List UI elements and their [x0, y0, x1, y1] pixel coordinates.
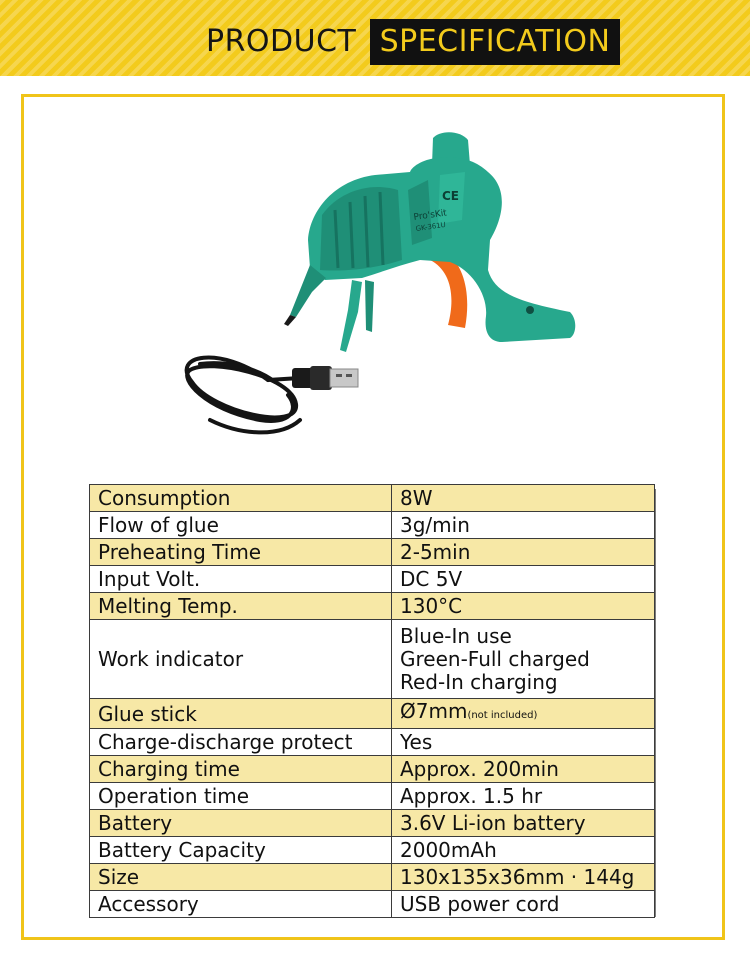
spec-row-accessory: [90, 891, 655, 918]
spec-row-input-volt: [90, 566, 655, 593]
header-title-specification: SPECIFICATION: [370, 19, 620, 65]
spec-value: 3g/min: [392, 512, 655, 539]
spec-value: 2000mAh: [392, 837, 655, 864]
spec-value: 3.6V Li-ion battery: [392, 810, 655, 837]
spec-label: Work indicator: [90, 620, 392, 699]
spec-row-glue-stick: [90, 699, 655, 729]
spec-label: Operation time: [90, 783, 392, 810]
spec-value: Yes: [392, 729, 655, 756]
spec-row-preheating-time: [90, 539, 655, 566]
spec-row-work-indicator: [90, 620, 655, 699]
glue-stick-size: Ø7mm: [400, 699, 468, 723]
indicator-line: Green-Full charged: [400, 646, 590, 671]
spec-label: Glue stick: [90, 699, 392, 729]
usb-cord-image: [187, 358, 358, 433]
spec-label: Charging time: [90, 756, 392, 783]
model-mark: GK-361U: [415, 220, 447, 233]
spec-label: Preheating Time: [90, 539, 392, 566]
header-title-product: PRODUCT: [206, 24, 357, 59]
spec-value: USB power cord: [392, 891, 655, 918]
indicator-line: Red-In charging: [400, 669, 558, 694]
spec-label: Charge-discharge protect: [90, 729, 392, 756]
spec-value: 130x135x36mm · 144g: [392, 864, 655, 891]
spec-label: Accessory: [90, 891, 392, 918]
ce-mark: CE: [442, 189, 460, 203]
spec-row-battery: [90, 810, 655, 837]
spec-row-operation-time: [90, 783, 655, 810]
spec-value: Approx. 200min: [392, 756, 655, 783]
product-image: [150, 120, 600, 460]
spec-value: DC 5V: [392, 566, 655, 593]
spec-value: 8W: [392, 485, 655, 512]
spec-row-melting-temp: [90, 593, 655, 620]
spec-row-charging-time: [90, 756, 655, 783]
spec-label: Consumption: [90, 485, 392, 512]
glue-stick-note: (not included): [467, 710, 538, 721]
spec-label: Input Volt.: [90, 566, 392, 593]
spec-label: Size: [90, 864, 392, 891]
glue-gun-image: [284, 132, 575, 352]
spec-value: [392, 620, 655, 699]
spec-row-charge-discharge-protect: [90, 729, 655, 756]
spec-value: 130°C: [392, 593, 655, 620]
spec-row-size: [90, 864, 655, 891]
header-banner: [0, 0, 750, 76]
spec-table: [89, 484, 655, 918]
brand-mark: Pro'sKit: [413, 208, 448, 223]
spec-value: 2-5min: [392, 539, 655, 566]
indicator-line: Blue-In use: [400, 623, 512, 648]
spec-value: Approx. 1.5 hr: [392, 783, 655, 810]
spec-label: Battery Capacity: [90, 837, 392, 864]
spec-label: Melting Temp.: [90, 593, 392, 620]
spec-row-flow-of-glue: [90, 512, 655, 539]
spec-label: Flow of glue: [90, 512, 392, 539]
spec-row-battery-capacity: [90, 837, 655, 864]
spec-row-consumption: [90, 485, 655, 512]
spec-value: [392, 699, 655, 729]
spec-label: Battery: [90, 810, 392, 837]
